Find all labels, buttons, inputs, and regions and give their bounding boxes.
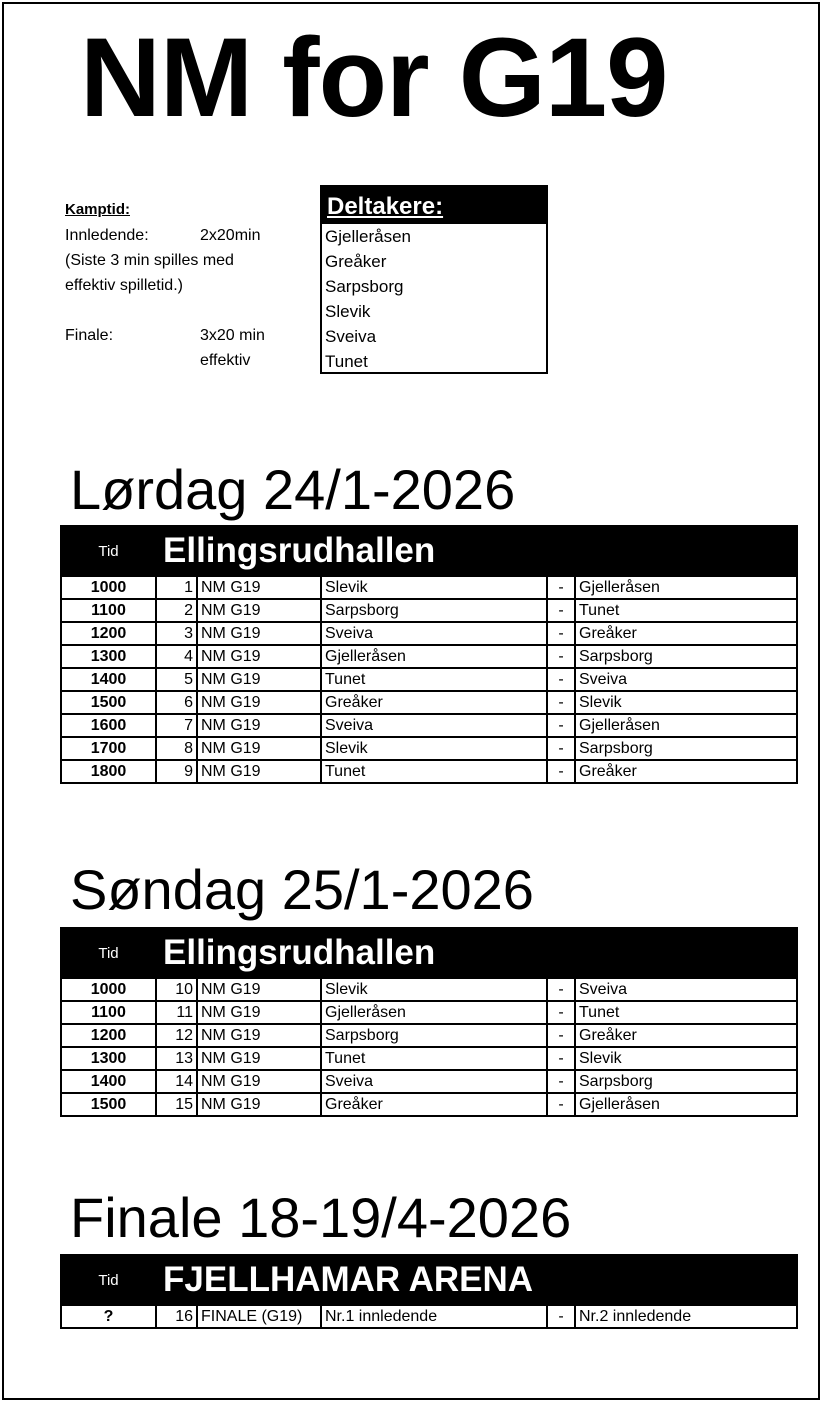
time-column-header: Tid [61, 928, 156, 978]
info-label: Innledende: [65, 227, 149, 244]
info-value: 3x20 min [200, 327, 265, 344]
match-class: NM G19 [197, 622, 321, 645]
participant-item: Tunet [325, 352, 368, 371]
match-number: 6 [156, 691, 197, 714]
info-value: 2x20min [200, 227, 261, 244]
schedule-header [61, 526, 797, 576]
match-separator: - [547, 599, 575, 622]
match-separator: - [547, 1024, 575, 1047]
venue-name: Ellingsrudhallen [156, 928, 797, 978]
match-class: NM G19 [197, 737, 321, 760]
match-number: 13 [156, 1047, 197, 1070]
away-team: Greåker [575, 622, 797, 645]
match-class: NM G19 [197, 1024, 321, 1047]
match-time: 1500 [61, 1093, 156, 1116]
participant-item: Gjelleråsen [325, 227, 411, 246]
home-team: Greåker [321, 691, 547, 714]
match-row [61, 1024, 797, 1047]
home-team: Greåker [321, 1093, 547, 1116]
match-time: 1300 [61, 645, 156, 668]
home-team: Tunet [321, 1047, 547, 1070]
info-value [200, 298, 265, 323]
match-class: NM G19 [197, 691, 321, 714]
time-column-header: Tid [61, 526, 156, 576]
match-number: 16 [156, 1305, 197, 1328]
match-time: 1200 [61, 622, 156, 645]
match-separator: - [547, 737, 575, 760]
home-team: Sveiva [321, 622, 547, 645]
match-rows [61, 1305, 797, 1328]
day-title-saturday: Lørdag 24/1-2026 [70, 458, 516, 521]
match-row [61, 691, 797, 714]
match-row [61, 622, 797, 645]
match-number: 2 [156, 599, 197, 622]
match-separator: - [547, 622, 575, 645]
away-team: Sveiva [575, 668, 797, 691]
info-heading: Kamptid: [65, 201, 130, 218]
home-team: Nr.1 innledende [321, 1305, 547, 1328]
match-row [61, 1001, 797, 1024]
match-rows [61, 978, 797, 1116]
match-class: NM G19 [197, 760, 321, 783]
match-row [61, 1047, 797, 1070]
home-team: Sveiva [321, 714, 547, 737]
match-class: NM G19 [197, 1070, 321, 1093]
info-label: (Siste 3 min spilles med [65, 252, 234, 269]
home-team: Sveiva [321, 1070, 547, 1093]
time-column-header: Tid [61, 1255, 156, 1305]
away-team: Greåker [575, 760, 797, 783]
match-separator: - [547, 714, 575, 737]
match-time: 1300 [61, 1047, 156, 1070]
match-number: 4 [156, 645, 197, 668]
away-team: Sarpsborg [575, 737, 797, 760]
match-separator: - [547, 760, 575, 783]
home-team: Tunet [321, 668, 547, 691]
match-time: 1800 [61, 760, 156, 783]
match-row [61, 737, 797, 760]
match-class: NM G19 [197, 668, 321, 691]
match-time: 1100 [61, 599, 156, 622]
away-team: Sarpsborg [575, 1070, 797, 1093]
home-team: Gjelleråsen [321, 1001, 547, 1024]
schedule-header [61, 928, 797, 978]
participant-item: Sarpsborg [325, 277, 404, 296]
participant-item: Sveiva [325, 327, 377, 346]
match-class: NM G19 [197, 1093, 321, 1116]
away-team: Gjelleråsen [575, 576, 797, 599]
away-team: Greåker [575, 1024, 797, 1047]
match-row [61, 1070, 797, 1093]
schedule-header [61, 1255, 797, 1305]
match-time: 1200 [61, 1024, 156, 1047]
home-team: Sarpsborg [321, 1024, 547, 1047]
match-separator: - [547, 1305, 575, 1328]
participants-heading: Deltakere: [322, 187, 546, 224]
info-value: effektiv [200, 352, 251, 369]
match-class: NM G19 [197, 1047, 321, 1070]
match-number: 9 [156, 760, 197, 783]
home-team: Tunet [321, 760, 547, 783]
away-team: Slevik [575, 1047, 797, 1070]
away-team: Gjelleråsen [575, 1093, 797, 1116]
schedule-table-final [60, 1254, 798, 1329]
match-duration-info [65, 197, 130, 222]
match-separator: - [547, 1093, 575, 1116]
participant-item: Slevik [325, 302, 371, 321]
match-time: 1500 [61, 691, 156, 714]
match-number: 10 [156, 978, 197, 1001]
match-class: NM G19 [197, 599, 321, 622]
match-class: NM G19 [197, 1001, 321, 1024]
match-number: 7 [156, 714, 197, 737]
home-team: Slevik [321, 737, 547, 760]
match-class: NM G19 [197, 978, 321, 1001]
venue-name: FJELLHAMAR ARENA [156, 1255, 797, 1305]
match-separator: - [547, 1047, 575, 1070]
match-class: NM G19 [197, 645, 321, 668]
venue-name: Ellingsrudhallen [156, 526, 797, 576]
match-time: 1400 [61, 668, 156, 691]
match-time: 1700 [61, 737, 156, 760]
match-number: 5 [156, 668, 197, 691]
match-separator: - [547, 645, 575, 668]
match-separator: - [547, 691, 575, 714]
info-value [200, 248, 265, 273]
away-team: Tunet [575, 599, 797, 622]
match-row [61, 599, 797, 622]
home-team: Slevik [321, 978, 547, 1001]
home-team: Slevik [321, 576, 547, 599]
match-number: 8 [156, 737, 197, 760]
match-row [61, 668, 797, 691]
match-class: FINALE (G19) [197, 1305, 321, 1328]
home-team: Sarpsborg [321, 599, 547, 622]
info-label: Finale: [65, 327, 114, 344]
away-team: Sveiva [575, 978, 797, 1001]
schedule-table-saturday [60, 525, 798, 784]
day-title-sunday: Søndag 25/1-2026 [70, 858, 534, 921]
match-number: 3 [156, 622, 197, 645]
match-row [61, 714, 797, 737]
schedule-table-sunday [60, 927, 798, 1117]
away-team: Gjelleråsen [575, 714, 797, 737]
away-team: Nr.2 innledende [575, 1305, 797, 1328]
day-title-final: Finale 18-19/4-2026 [70, 1186, 572, 1249]
participant-item: Greåker [325, 252, 387, 271]
match-time: 1000 [61, 978, 156, 1001]
match-class: NM G19 [197, 576, 321, 599]
match-number: 12 [156, 1024, 197, 1047]
match-time: 1000 [61, 576, 156, 599]
match-row [61, 1093, 797, 1116]
match-number: 15 [156, 1093, 197, 1116]
home-team: Gjelleråsen [321, 645, 547, 668]
match-number: 14 [156, 1070, 197, 1093]
match-row [61, 1305, 797, 1328]
match-time: 1400 [61, 1070, 156, 1093]
match-time: 1600 [61, 714, 156, 737]
match-separator: - [547, 978, 575, 1001]
match-rows [61, 576, 797, 783]
away-team: Slevik [575, 691, 797, 714]
match-separator: - [547, 576, 575, 599]
match-row [61, 576, 797, 599]
match-separator: - [547, 668, 575, 691]
participants-box [320, 185, 548, 374]
match-row [61, 760, 797, 783]
match-time: 1100 [61, 1001, 156, 1024]
match-separator: - [547, 1070, 575, 1093]
page-title: NM for G19 [80, 15, 668, 140]
match-separator: - [547, 1001, 575, 1024]
match-number: 11 [156, 1001, 197, 1024]
match-row [61, 978, 797, 1001]
match-time: ? [61, 1305, 156, 1328]
away-team: Tunet [575, 1001, 797, 1024]
away-team: Sarpsborg [575, 645, 797, 668]
info-value [200, 273, 265, 298]
info-label: effektiv spilletid.) [65, 277, 183, 294]
match-row [61, 645, 797, 668]
match-number: 1 [156, 576, 197, 599]
info-values [200, 223, 265, 373]
match-class: NM G19 [197, 714, 321, 737]
